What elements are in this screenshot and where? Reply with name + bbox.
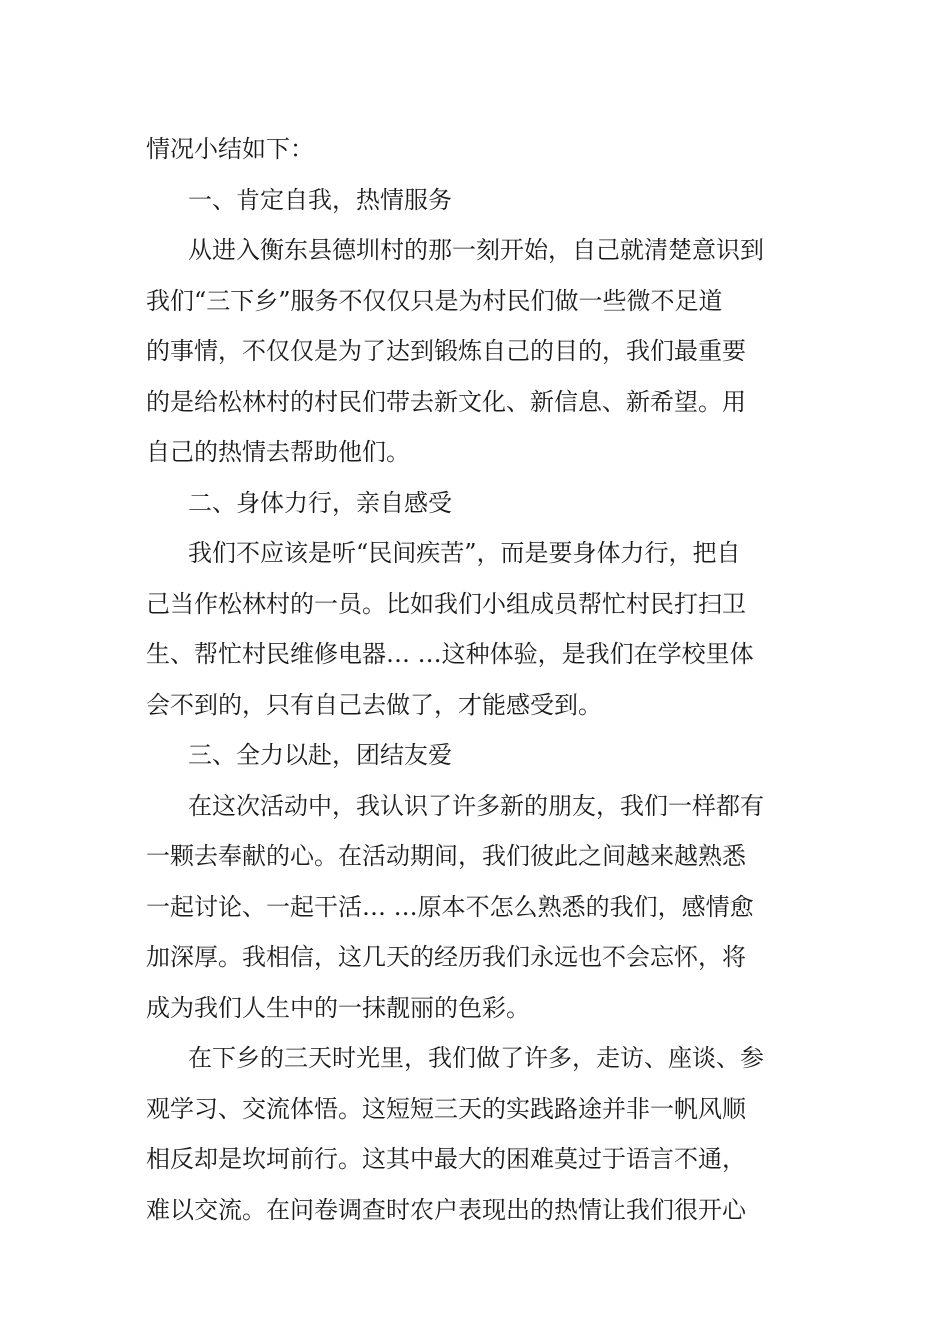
section-heading: 三、全力以赴，团结友爱: [188, 741, 452, 769]
body-text: [146, 124, 808, 1235]
text-line: 加深厚。我相信，这几天的经历我们永远也不会忘怀，将: [146, 943, 746, 971]
text-line: 在下乡的三天时光里，我们做了许多，走访、座谈、参: [188, 1044, 764, 1072]
text-line: 我们不应该是听“民间疾苦”，而是要身体力行，把自: [188, 539, 741, 567]
text-line: 观学习、交流体悟。这短短三天的实践路途并非一帆风顺: [146, 1094, 746, 1123]
text-line: 相反却是坎坷前行。这其中最大的困难莫过于语言不通，: [146, 1145, 746, 1173]
text-line: 我们“三下乡”服务不仅仅只是为村民们做一些微不足道: [146, 286, 723, 315]
text-line: 一颗去奉献的心。在活动期间，我们彼此之间越来越熟悉: [146, 842, 746, 870]
text-line: 的事情，不仅仅是为了达到锻炼自己的目的，我们最重要: [146, 337, 746, 365]
section-heading: 一、肯定自我，热情服务: [188, 185, 452, 214]
text-line: 自己的热情去帮助他们。: [146, 438, 410, 466]
text-line: 一起讨论、一起干活… …原本不怎么熟悉的我们，感情愈: [146, 892, 754, 921]
text-line: 从进入衡东县德圳村的那一刻开始，自己就清楚意识到: [188, 236, 764, 264]
text-line: 会不到的，只有自己去做了，才能感受到。: [146, 690, 602, 719]
text-line: 情况小结如下：: [146, 135, 314, 163]
section-heading: 二、身体力行，亲自感受: [188, 488, 452, 517]
text-line: 成为我们人生中的一抹靓丽的色彩。: [146, 993, 530, 1022]
text-line: 生、帮忙村民维修电器… …这种体验，是我们在学校里体: [146, 640, 754, 668]
text-line: 己当作松林村的一员。比如我们小组成员帮忙村民打扫卫: [146, 589, 746, 618]
text-line: 的是给松林村的村民们带去新文化、新信息、新希望。用: [146, 387, 746, 416]
text-line: 难以交流。在问卷调查时农户表现出的热情让我们很开心: [146, 1195, 746, 1224]
text-line: 在这次活动中，我认识了许多新的朋友，我们一样都有: [188, 791, 764, 820]
